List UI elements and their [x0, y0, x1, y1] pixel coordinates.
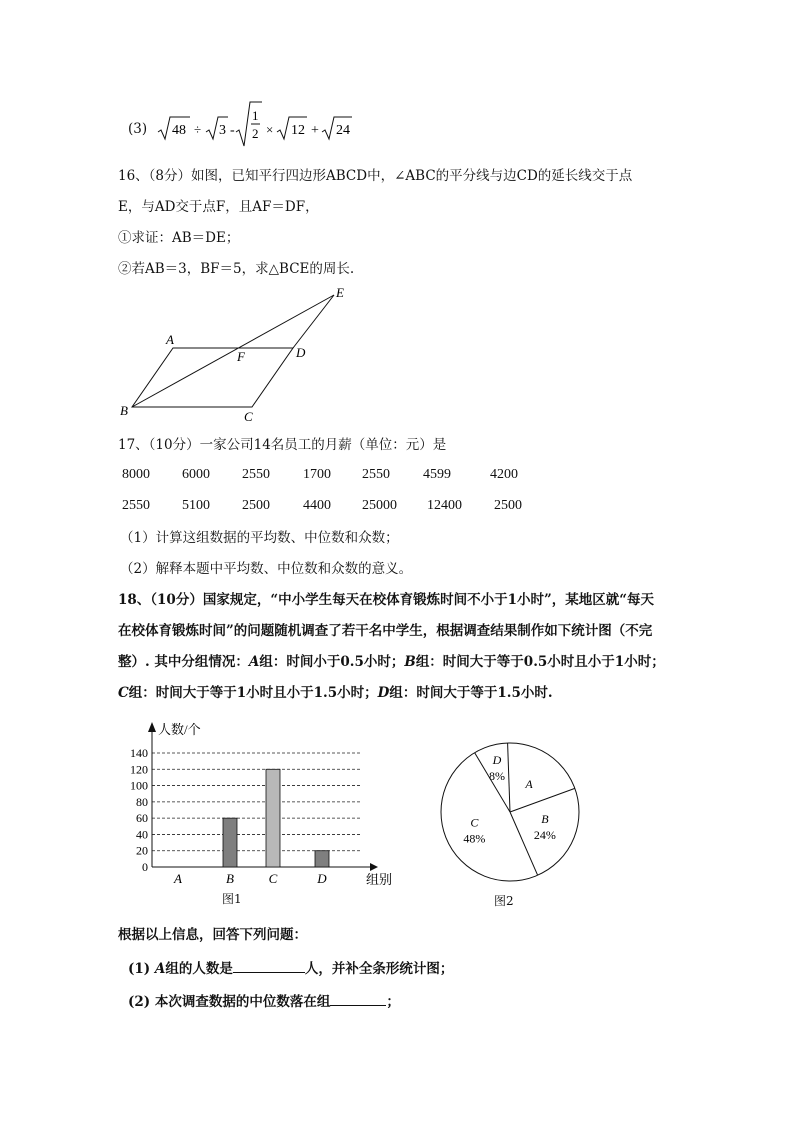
- op-divide: ÷: [194, 122, 202, 137]
- q18-line3-a: 整）. 其中分组情况：: [118, 654, 249, 670]
- q18-line3-b: 组：时间小于0.5小时；: [259, 654, 405, 670]
- pie-percent-b: 24%: [533, 827, 556, 842]
- pie-label-b: B: [541, 811, 549, 826]
- radicand-3: 3: [219, 123, 226, 138]
- salary-value: 4200: [490, 467, 518, 482]
- op-times: ×: [266, 122, 274, 137]
- y-axis-arrow: [148, 722, 156, 732]
- q15-label: (3): [128, 121, 148, 137]
- sub1-label: (1): [128, 961, 151, 977]
- x-tick-label: D: [317, 871, 327, 886]
- sub2-tail: ；: [386, 994, 400, 1010]
- answer-blank[interactable]: [330, 991, 386, 1006]
- q18-line2: 在校体育锻炼时间”的问题随机调查了若干名中学生，根据调查结果制作如下统计图（不完: [118, 623, 653, 639]
- q18-after: 根据以上信息，回答下列问题：: [118, 927, 307, 943]
- sub1-tail: 人，并补全条形统计图；: [304, 961, 454, 977]
- parallelogram-figure: [0, 285, 794, 425]
- group-letter: D: [377, 685, 390, 701]
- q17-part1: （1）计算这组数据的平均数、中位数和众数；: [120, 530, 399, 546]
- group-letter: A: [248, 654, 260, 670]
- bar-chart: [110, 718, 410, 918]
- bar-c: [266, 769, 280, 867]
- group-letter: A: [154, 961, 166, 977]
- y-tick-label: 140: [130, 746, 148, 760]
- label-a: A: [166, 332, 174, 347]
- q15-math: [156, 108, 376, 142]
- salary-value: 12400: [427, 498, 462, 513]
- line-de: [293, 295, 334, 348]
- op-plus: +: [311, 123, 319, 138]
- radicand-1: 1: [252, 108, 259, 123]
- group-letter: C: [118, 685, 129, 701]
- q17-part2: （2）解释本题中平均数、中位数和众数的意义。: [120, 561, 413, 577]
- salary-value: 1700: [303, 467, 331, 482]
- x-tick-label: A: [174, 871, 182, 886]
- q16-part1: ①求证：AB＝DE；: [118, 230, 240, 246]
- radicand-12: 12: [291, 123, 305, 138]
- pie-label-a: A: [525, 776, 533, 791]
- parallelogram-abcd: [132, 348, 293, 407]
- y-tick-label: 0: [142, 860, 148, 874]
- salary-value: 5100: [182, 498, 210, 513]
- fig2-caption: 图2: [494, 894, 514, 908]
- salary-value: 8000: [122, 467, 150, 482]
- x-tick-label: B: [226, 871, 234, 886]
- q18-line3: [118, 653, 665, 671]
- bar-d: [315, 851, 329, 867]
- y-tick-label: 20: [136, 843, 148, 858]
- pie-label-d: D: [492, 752, 502, 767]
- y-tick-label: 40: [136, 827, 148, 842]
- radicand-2: 2: [252, 126, 259, 141]
- sub1-text: 组的人数是: [165, 961, 233, 977]
- label-b: B: [120, 403, 128, 418]
- salary-value: 25000: [362, 498, 397, 513]
- q16-line1: 16、（8分）如图，已知平行四边形ABCD中，∠ABC的平分线与边CD的延长线交于点: [118, 168, 633, 184]
- q17-intro: 17、（10分）一家公司14名员工的月薪（单位：元）是: [118, 437, 447, 453]
- q18-sub1: [128, 958, 453, 978]
- fig1-caption: 图1: [222, 892, 242, 906]
- y-tick-label: 60: [136, 811, 148, 826]
- q18-line1: 18、（10分）国家规定，“中小学生每天在校体育锻炼时间不小于1小时”，某地区就“每天: [118, 592, 655, 608]
- q18-sub2: [128, 991, 400, 1011]
- q18-line3-c: 组：时间大于等于0.5小时且小于1小时；: [415, 654, 665, 670]
- sub2-text: (2) 本次调查数据的中位数落在组: [128, 994, 331, 1010]
- q18-line4-b: 组：时间大于等于1.5小时.: [389, 685, 553, 701]
- pie-percent-d: 8%: [489, 768, 506, 783]
- label-e: E: [336, 285, 344, 300]
- x-axis-label: 组别: [366, 872, 393, 887]
- salary-value: 2550: [242, 467, 270, 482]
- radicand-24: 24: [336, 123, 350, 138]
- group-letter: B: [404, 654, 416, 670]
- op-minus: -: [230, 123, 235, 138]
- label-f: F: [237, 349, 245, 364]
- y-axis-label: 人数/个: [158, 722, 201, 737]
- radicand-48: 48: [172, 123, 186, 138]
- salary-value: 2500: [494, 498, 522, 513]
- bar-b: [223, 818, 237, 867]
- label-d: D: [296, 345, 306, 360]
- y-tick-label: 120: [130, 762, 148, 777]
- salary-value: 2500: [242, 498, 270, 513]
- pie-label-c: C: [470, 815, 479, 830]
- salary-value: 4400: [303, 498, 331, 513]
- q18-line4: [118, 684, 553, 702]
- salary-value: 2550: [122, 498, 150, 513]
- salary-value: 6000: [182, 467, 210, 482]
- salary-value: 2550: [362, 467, 390, 482]
- q16-part2: ②若AB＝3，BF＝5，求△BCE的周长.: [118, 261, 355, 277]
- pie-chart: [432, 742, 592, 902]
- answer-blank[interactable]: [233, 958, 305, 973]
- q16-line2: E，与AD交于点F，且AF＝DF，: [118, 199, 319, 215]
- salary-value: 4599: [423, 467, 451, 482]
- y-tick-label: 80: [136, 794, 148, 809]
- x-tick-label: C: [268, 871, 278, 886]
- label-c: C: [244, 409, 253, 424]
- pie-percent-c: 48%: [463, 831, 486, 846]
- x-axis-arrow: [370, 863, 378, 871]
- y-tick-label: 100: [130, 778, 148, 793]
- q18-line4-a: 组：时间大于等于1小时且小于1.5小时；: [128, 685, 378, 701]
